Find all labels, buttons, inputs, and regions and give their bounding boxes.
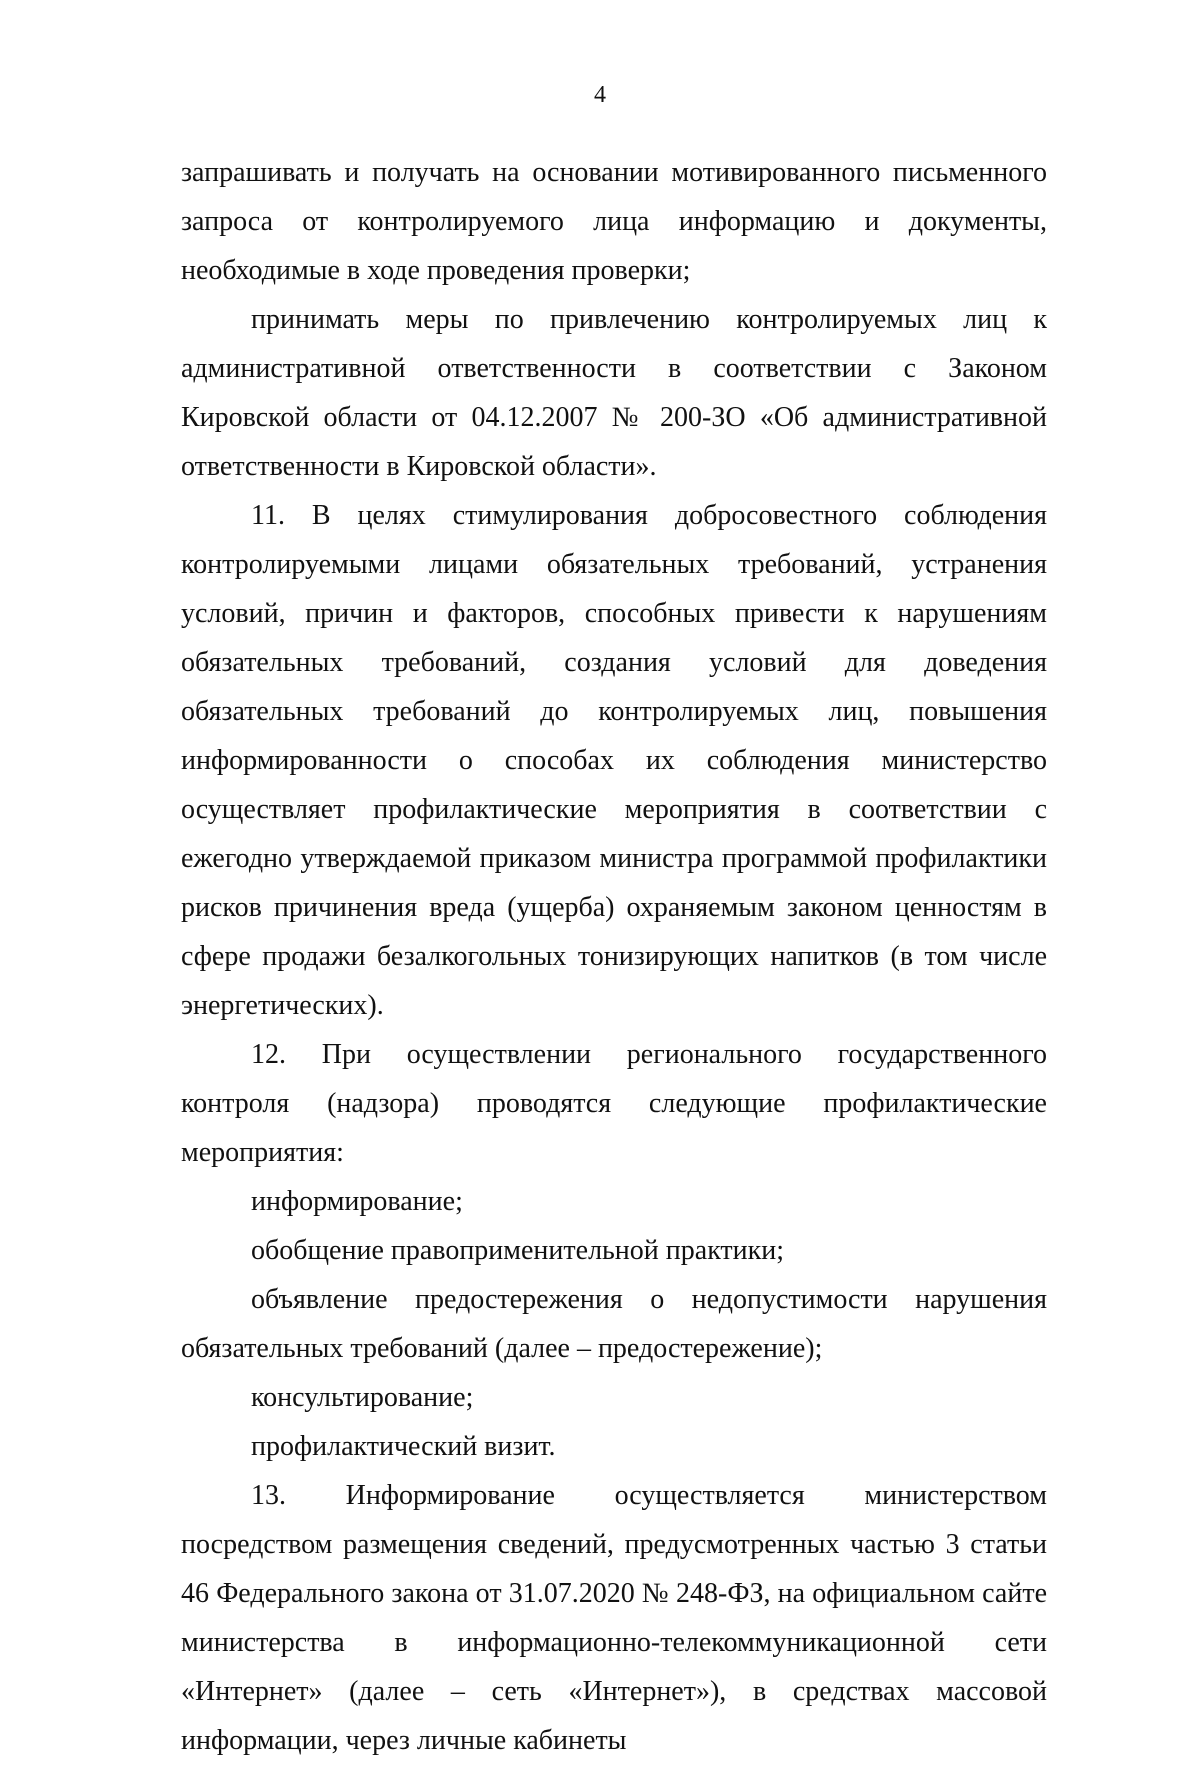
paragraph-12-preventive-list-intro: 12. При осуществлении регионального государственного контроля (надзора) проводятся следующие профилактические мероприятия: (181, 1039, 1047, 1168)
list-item-consulting: консультирование; (251, 1382, 474, 1413)
list-item-preventive-visit: профилактический визит. (251, 1431, 556, 1462)
paragraph-request-information: запрашивать и получать на основании мотивированного письменного запроса от контролируемого лица информацию и документы, необходимые в ходе проведения проверки; (181, 157, 1047, 286)
document-body (181, 148, 1047, 1765)
list-item-practice-generalization: обобщение правоприменительной практики; (251, 1235, 785, 1266)
list-item-informing: информирование; (251, 1186, 463, 1217)
paragraph-administrative-liability: принимать меры по привлечению контролируемых лиц к административной ответственности в соответствии с Законом Кировской области от 04.12.2007 № 200-ЗО «Об административной ответственности в Кировской области». (181, 304, 1047, 482)
paragraph-11-preventive-measures: 11. В целях стимулирования добросовестного соблюдения контролируемыми лицами обязательных требований, устранения условий, причин и факторов, способных привести к нарушениям обязательных требований, создания условий для доведения обязательных требований до контролируемых лиц, повышения информированности о способах их соблюдения министерство осуществляет профилактические мероприятия в соответствии с ежегодно утверждаемой приказом министра программой профилактики рисков причинения вреда (ущерба) охраняемым законом ценностям в сфере продажи безалкогольных тонизирующих напитков (в том числе энергетических). (181, 500, 1047, 1021)
page-number: 4 (594, 82, 606, 108)
paragraph-13-informing: 13. Информирование осуществляется министерством посредством размещения сведений, предусмотренных частью 3 статьи 46 Федерального закона от 31.07.2020 № 248-ФЗ, на официальном сайте министерства в информационно-телекоммуникационной сети «Интернет» (далее – сеть «Интернет»), в средствах массовой информации, через личные кабинеты (181, 1480, 1047, 1756)
list-item-warning-announcement: объявление предостережения о недопустимости нарушения обязательных требований (далее – предостережение); (181, 1284, 1047, 1364)
